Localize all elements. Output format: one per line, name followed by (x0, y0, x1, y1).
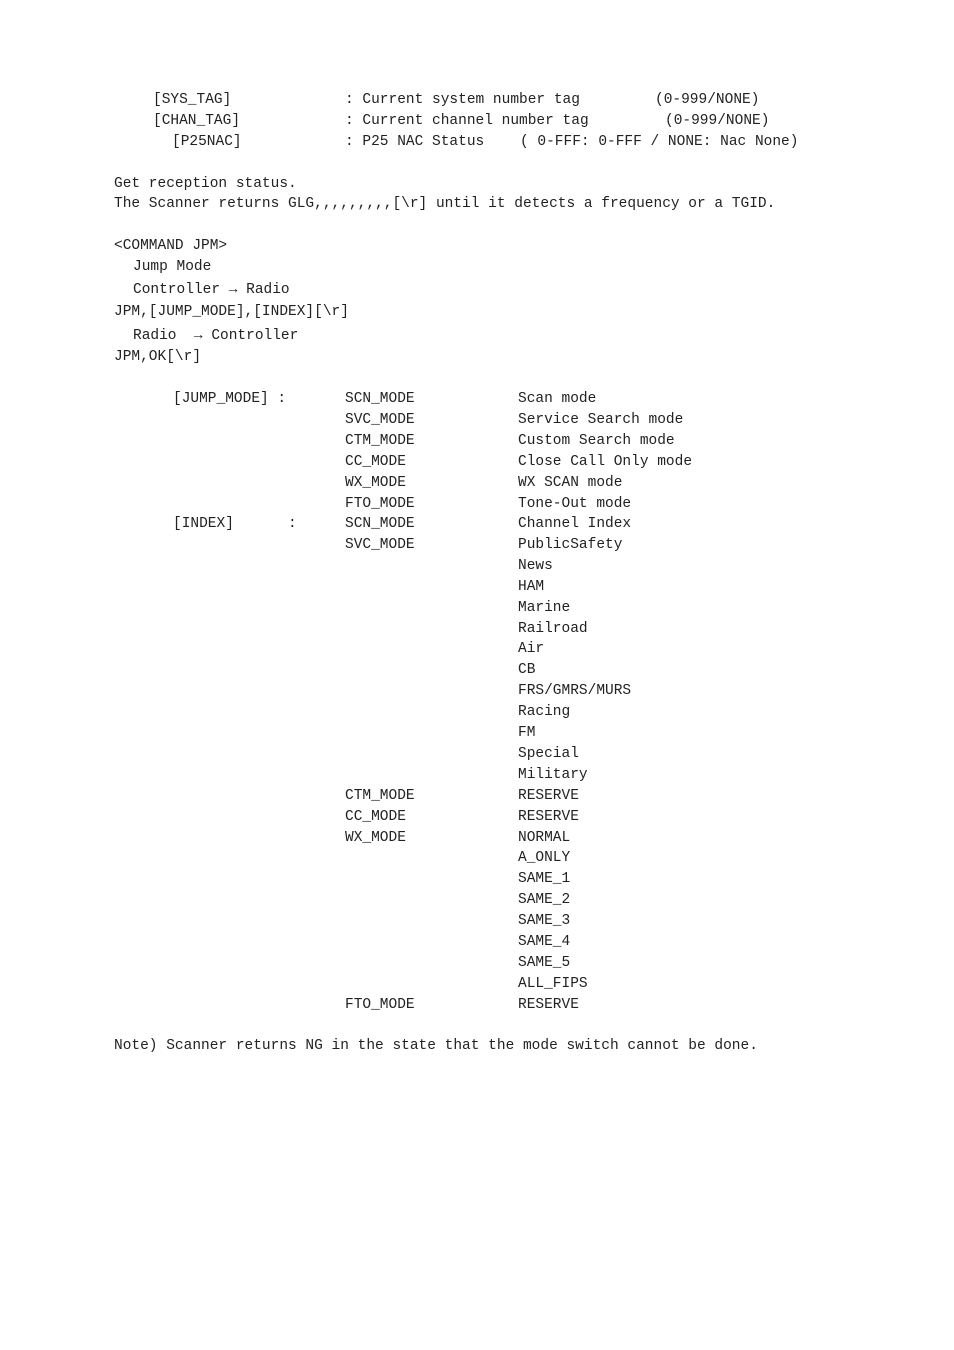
command-title: Jump Mode (133, 259, 212, 275)
mode-code: CTM_MODE (345, 787, 415, 804)
param-range: (0-999/NONE) (665, 113, 770, 129)
param-name: [P25NAC] (172, 134, 242, 150)
mode-description: Railroad (518, 620, 588, 637)
mode-description: SAME_2 (518, 892, 571, 909)
mode-description: Special (518, 745, 579, 762)
mode-code: SCN_MODE (345, 391, 415, 407)
command-header: <COMMAND JPM> (114, 238, 228, 254)
command-response: JPM,OK[\r] (114, 349, 202, 365)
param-range: (0-999/NONE) (655, 92, 760, 108)
mode-description: RESERVE (518, 787, 579, 804)
mode-description: CB (518, 662, 536, 679)
mode-description: Air (518, 641, 545, 658)
index-label: [INDEX] (173, 516, 234, 532)
jump-mode-label: [JUMP_MODE] : (173, 391, 287, 407)
mode-description: FRS/GMRS/MURS (518, 683, 632, 700)
mode-description: A_ONLY (518, 850, 571, 867)
mode-code: CTM_MODE (345, 432, 415, 449)
mode-description: NORMAL (518, 829, 571, 846)
mode-code: WX_MODE (345, 474, 406, 491)
mode-code: SVC_MODE (345, 536, 415, 553)
mode-code: CC_MODE (345, 453, 406, 470)
param-range: ( 0-FFF: 0-FFF / NONE: Nac None) (520, 134, 799, 150)
mode-description: HAM (518, 578, 545, 595)
param-desc: : Current channel number tag (345, 113, 589, 129)
mode-description: Military (518, 766, 588, 783)
mode-description: RESERVE (518, 996, 579, 1013)
mode-description: SAME_4 (518, 934, 571, 950)
mode-description: SAME_5 (518, 954, 571, 971)
mode-description: Scan mode (518, 391, 597, 407)
mode-description: FM (518, 725, 536, 741)
note-text: Note) Scanner returns NG in the state that the mode switch cannot be done. (114, 1038, 758, 1054)
mode-description: WX SCAN mode (518, 474, 623, 491)
mode-code: SVC_MODE (345, 411, 415, 428)
mode-description: Service Search mode (518, 411, 684, 428)
mode-code: FTO_MODE (345, 996, 415, 1013)
param-name: [SYS_TAG] (153, 92, 232, 108)
mode-description: RESERVE (518, 808, 579, 825)
mode-description: SAME_1 (518, 871, 571, 888)
mode-description: PublicSafety (518, 536, 623, 553)
mode-code: SCN_MODE (345, 516, 415, 532)
mode-description: Racing (518, 704, 571, 721)
param-desc: : P25 NAC Status (345, 134, 485, 150)
reception-title: Get reception status. (114, 176, 297, 192)
param-name: [CHAN_TAG] (153, 113, 241, 129)
mode-description: Close Call Only mode (518, 453, 693, 470)
direction-radio-to-controller: Radio → Controller (133, 328, 299, 344)
mode-description: SAME_3 (518, 913, 571, 930)
index-colon: : (288, 516, 297, 532)
direction-controller-to-radio: Controller → Radio (133, 282, 290, 298)
mode-code: WX_MODE (345, 829, 406, 846)
param-desc: : Current system number tag (345, 92, 580, 108)
mode-description: ALL_FIPS (518, 975, 588, 992)
mode-description: Custom Search mode (518, 432, 675, 449)
mode-description: Tone-Out mode (518, 495, 632, 512)
mode-description: Channel Index (518, 516, 632, 532)
reception-detail: The Scanner returns GLG,,,,,,,,,[\r] until it detects a frequency or a TGID. (114, 196, 776, 212)
command-syntax: JPM,[JUMP_MODE],[INDEX][\r] (114, 304, 349, 320)
mode-description: Marine (518, 599, 571, 616)
mode-code: CC_MODE (345, 808, 406, 825)
mode-code: FTO_MODE (345, 495, 415, 512)
mode-description: News (518, 557, 553, 574)
